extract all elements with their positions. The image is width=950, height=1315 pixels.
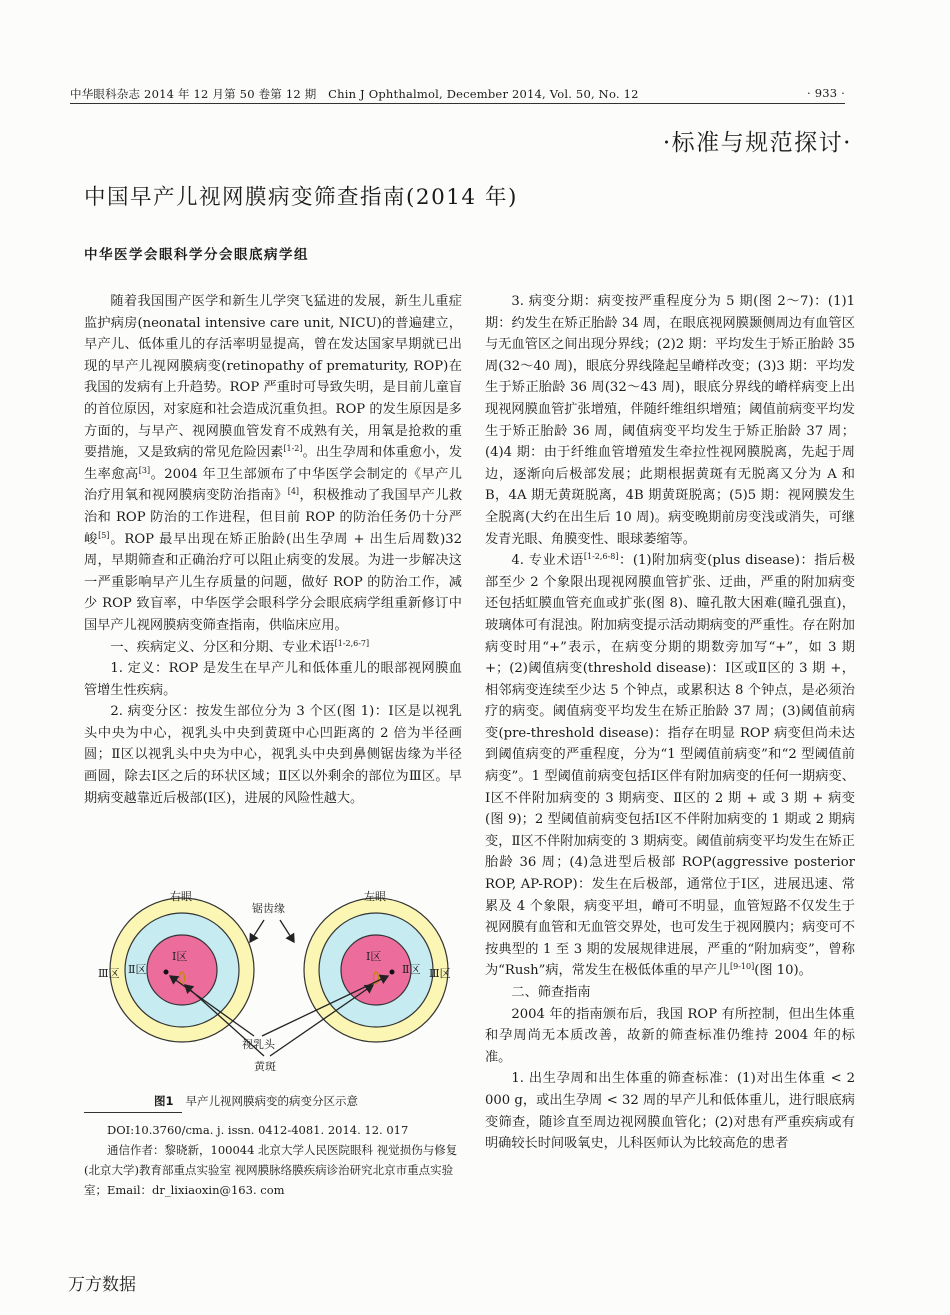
paragraph-text: 1. 定义：ROP 是发生在早产儿和低体重儿的眼部视网膜血管增生性疾病。 — [84, 661, 462, 698]
paragraph — [485, 1068, 855, 1154]
right-eye-label: 右眼 — [170, 890, 192, 903]
citation: [9-10] — [729, 962, 755, 972]
left-eye-label: 左眼 — [364, 890, 386, 903]
paragraph-text: 一、疾病定义、分区和分期、专业术语 — [110, 639, 335, 655]
paragraph-text: ：(1)附加病变(plus disease)：指后极部至少 2 个象限出现视网膜血管扩张、迂曲，严重的附加病变还包括虹膜血管充血或扩张(图 8)、瞳孔散大困难(瞳孔强直)，玻璃体可有混浊。附加病变提示活动期病变的严重性。存在附加病变时用“+”表示，在病变分期的期数旁加写“+”，如 3 期 +；(2)阈值病变(threshold disease)：Ⅰ区或Ⅱ区的 3 期 +，相邻病变连续至少达 5 个钟点，或累积达 8 个钟点，是必须治疗的病变。阈值病变平均发生在矫正胎龄 37 周；(3)阈值前病变(pre-threshold disease)：指存在明显 ROP 病变但尚未达到阈值病变的严重程度，分为“1 型阈值前病变”和“2 型阈值前病变”。1 型阈值前病变包括Ⅰ区伴有附加病变的任何一期病变、Ⅰ区不伴附加病变的 3 期病变、Ⅱ区的 2 期 + 或 3 期 + 病变(图 9)；2 型阈值前病变包括Ⅰ区不伴附加病变的 1 期或 2 期病变，Ⅱ区不伴附加病变的 3 期病变。阈值前病变平均发生在矫正胎龄 36 周；(4)急进型后极部 ROP(aggressive posterior ROP, AP-ROP)：发生在后极部，通常位于Ⅰ区，进展迅速、常累及 4 个象限，病变平坦，嵴可不明显，血管短路不仅发生于视网膜有血管和无血管交界处，也可发生于视网膜内；病变可不按典型的 1 至 3 期的发展规律进展，严重的“附加病变”，曾称为“Rush”病，常发生在极低体重的早产儿 — [485, 553, 856, 979]
right-column — [485, 291, 855, 1155]
left-zone2-label: Ⅱ区 — [402, 963, 421, 976]
right-zone2-label: Ⅱ区 — [128, 963, 147, 976]
paragraph — [485, 982, 855, 1004]
citation: [5] — [98, 530, 110, 540]
footnote-rule — [84, 1112, 182, 1113]
watermark: 万方数据 — [68, 1275, 136, 1295]
paragraph-text: 2004 年的指南颁布后，我国 ROP 有所控制，但出生体重和孕周尚无本质改善，故新的筛查标准仍维持 2004 年的标准。 — [485, 1006, 855, 1065]
paragraph — [84, 658, 462, 701]
citation: [4] — [287, 487, 300, 497]
footnotes — [84, 1120, 466, 1200]
left-zone1-circle — [341, 935, 411, 1005]
figure-caption-text: 早产儿视网膜病变的病变分区示意 — [185, 1094, 359, 1108]
right-zone1-label: Ⅰ区 — [172, 950, 188, 963]
paragraph — [84, 701, 462, 809]
macula-label: 黄斑 — [254, 1060, 276, 1073]
ora-arrow-left — [250, 920, 264, 942]
left-optic-disc-dot — [390, 970, 395, 975]
citation: [1-2] — [283, 444, 303, 454]
journal-citation: 中华眼科杂志 2014 年 12 月第 50 卷第 12 期 Chin J Ophthalmol, December 2014, Vol. 50, No. 12 — [70, 87, 639, 101]
paragraph-text: 3. 病变分期：病变按严重程度分为 5 期(图 2～7)：(1)1 期：约发生在矫正胎龄 34 周，在眼底视网膜颞侧周边有血管区与无血管区之间出现分界线；(2)2 期：平均发生于矫正胎龄 35 周(32～40 周)，眼底分界线隆起呈嵴样改变；(3)3 期：平均发生于矫正胎龄 36 周(32～43 周)，眼底分界线的嵴样病变上出现视网膜血管扩张增殖，伴随纤维组织增殖；阈值前病变平均发生于矫正胎龄 36 周，阈值病变平均发生于矫正胎龄 37 周；(4)4 期：由于纤维血管增殖发生牵拉性视网膜脱离，先起于周边，逐渐向后极部发展；此期根据黄斑有无脱离又分为 A 和 B，4A 期无黄斑脱离，4B 期黄斑脱离；(5)5 期：视网膜发生全脱离(大约在出生后 10 周)。病变晚期前房变浅或消失，可继发青光眼、角膜变性、眼球萎缩等。 — [485, 294, 855, 547]
paragraph — [84, 291, 462, 637]
correspondence: 通信作者：黎晓新，100044 北京大学人民医院眼科 视觉损伤与修复(北京大学)教育部重点实验室 视网膜脉络膜疾病诊治研究北京市重点实验室；Email：dr_lixiaoxin@163. com — [84, 1143, 458, 1197]
paragraph-text: 4. 专业术语 — [511, 553, 584, 569]
ora-arrow-right — [280, 920, 294, 942]
citation: [1-2,6-7] — [334, 638, 370, 648]
article-title: 中国早产儿视网膜病变筛查指南(2014 年) — [84, 185, 518, 210]
page-number: · 933 · — [807, 86, 845, 100]
paragraph — [485, 1004, 855, 1069]
article-author: 中华医学会眼科学分会眼底病学组 — [84, 247, 309, 263]
header-rule — [70, 103, 845, 104]
paragraph — [485, 291, 855, 550]
figure-1 — [84, 888, 462, 1083]
left-zone1-label: Ⅰ区 — [366, 950, 382, 963]
right-optic-disc-dot — [164, 970, 169, 975]
figure-number: 图1 — [154, 1094, 174, 1108]
citation: [3] — [138, 465, 151, 475]
paragraph-text: ，积极推动了我国早产儿救治和 ROP 防治的工作进程，但目前 ROP 的防治任务仍十分严峻 — [84, 488, 463, 547]
left-column — [84, 291, 462, 809]
ora-serrata-label: 锯齿缘 — [252, 902, 285, 915]
paragraph-text: 。出生孕周和体重愈小，发生率愈高 — [84, 445, 462, 482]
paragraph-text: 2. 病变分区：按发生部位分为 3 个区(图 1)：Ⅰ区是以视乳头中央为中心，视乳头中央到黄斑中心凹距离的 2 倍为半径画圆；Ⅱ区以视乳头中央为中心，视乳头中央到鼻侧锯齿缘为半径画圆，除去Ⅰ区之后的环状区域；Ⅱ区以外剩余的部位为Ⅲ区。早期病变越靠近后极部(Ⅰ区)，进展的风险性越大。 — [84, 704, 462, 806]
paragraph-text: 1. 出生孕周和出生体重的筛查标准：(1)对出生体重 < 2 000 g，或出生孕周 < 32 周的早产儿和低体重儿，进行眼底病变筛查，随诊直至周边视网膜血管化；(2)对患有严重疾病或有明确较长时间吸氧史，儿科医师认为比较高危的患者 — [485, 1071, 855, 1152]
left-zone3-label: Ⅲ区 — [429, 967, 451, 980]
right-zone1-circle — [147, 935, 217, 1005]
paragraph-text: 。ROP 最早出现在矫正胎龄(出生孕周 + 出生后周数)32 周，早期筛查和正确治疗可以阻止病变的发展。为进一步解决这一严重影响早产儿生存质量的问题，做好 ROP 的防治工作，减少 ROP 致盲率，中华医学会眼科学分会眼底病学组重新修订中国早产儿视网膜病变筛查指南，供临床应用。 — [84, 531, 462, 633]
right-zone3-label: Ⅲ区 — [98, 967, 120, 980]
paragraph-text: (图 10)。 — [754, 963, 812, 979]
paragraph-text: 随着我国围产医学和新生儿学突飞猛进的发展，新生儿重症监护病房(neonatal intensive care unit, NICU)的普遍建立，早产儿、低体重儿的存活率明显提高，曾在发达国家早期就已出现的早产儿视网膜病变(retinopathy of prematurity, ROP)在我国的发病有上升趋势。ROP 严重时可导致失明，是目前儿童盲的首位原因，对家庭和社会造成沉重负担。ROP 的发生原因是多方面的，与早产、视网膜血管发育不成熟有关，用氧是抢救的重要措施，又是致病的常见危险因素 — [84, 294, 462, 461]
retina-zone-diagram — [84, 888, 462, 1083]
citation: [1-2,6-8] — [583, 552, 619, 562]
paragraph — [84, 637, 462, 659]
left-eye-diagram — [304, 890, 451, 1042]
doi: DOI:10.3760/cma. j. issn. 0412-4081. 2014. 12. 017 — [107, 1123, 409, 1137]
paragraph — [485, 550, 855, 982]
figure-caption — [154, 1093, 358, 1109]
section-title: ·标准与规范探讨· — [662, 130, 852, 156]
paragraph-text: 。2004 年卫生部颁布了中华医学会制定的《早产儿治疗用氧和视网膜病变防治指南》 — [84, 466, 462, 504]
optic-disc-label: 视乳头 — [242, 1038, 275, 1051]
paragraph-text: 二、筛查指南 — [511, 985, 591, 1000]
